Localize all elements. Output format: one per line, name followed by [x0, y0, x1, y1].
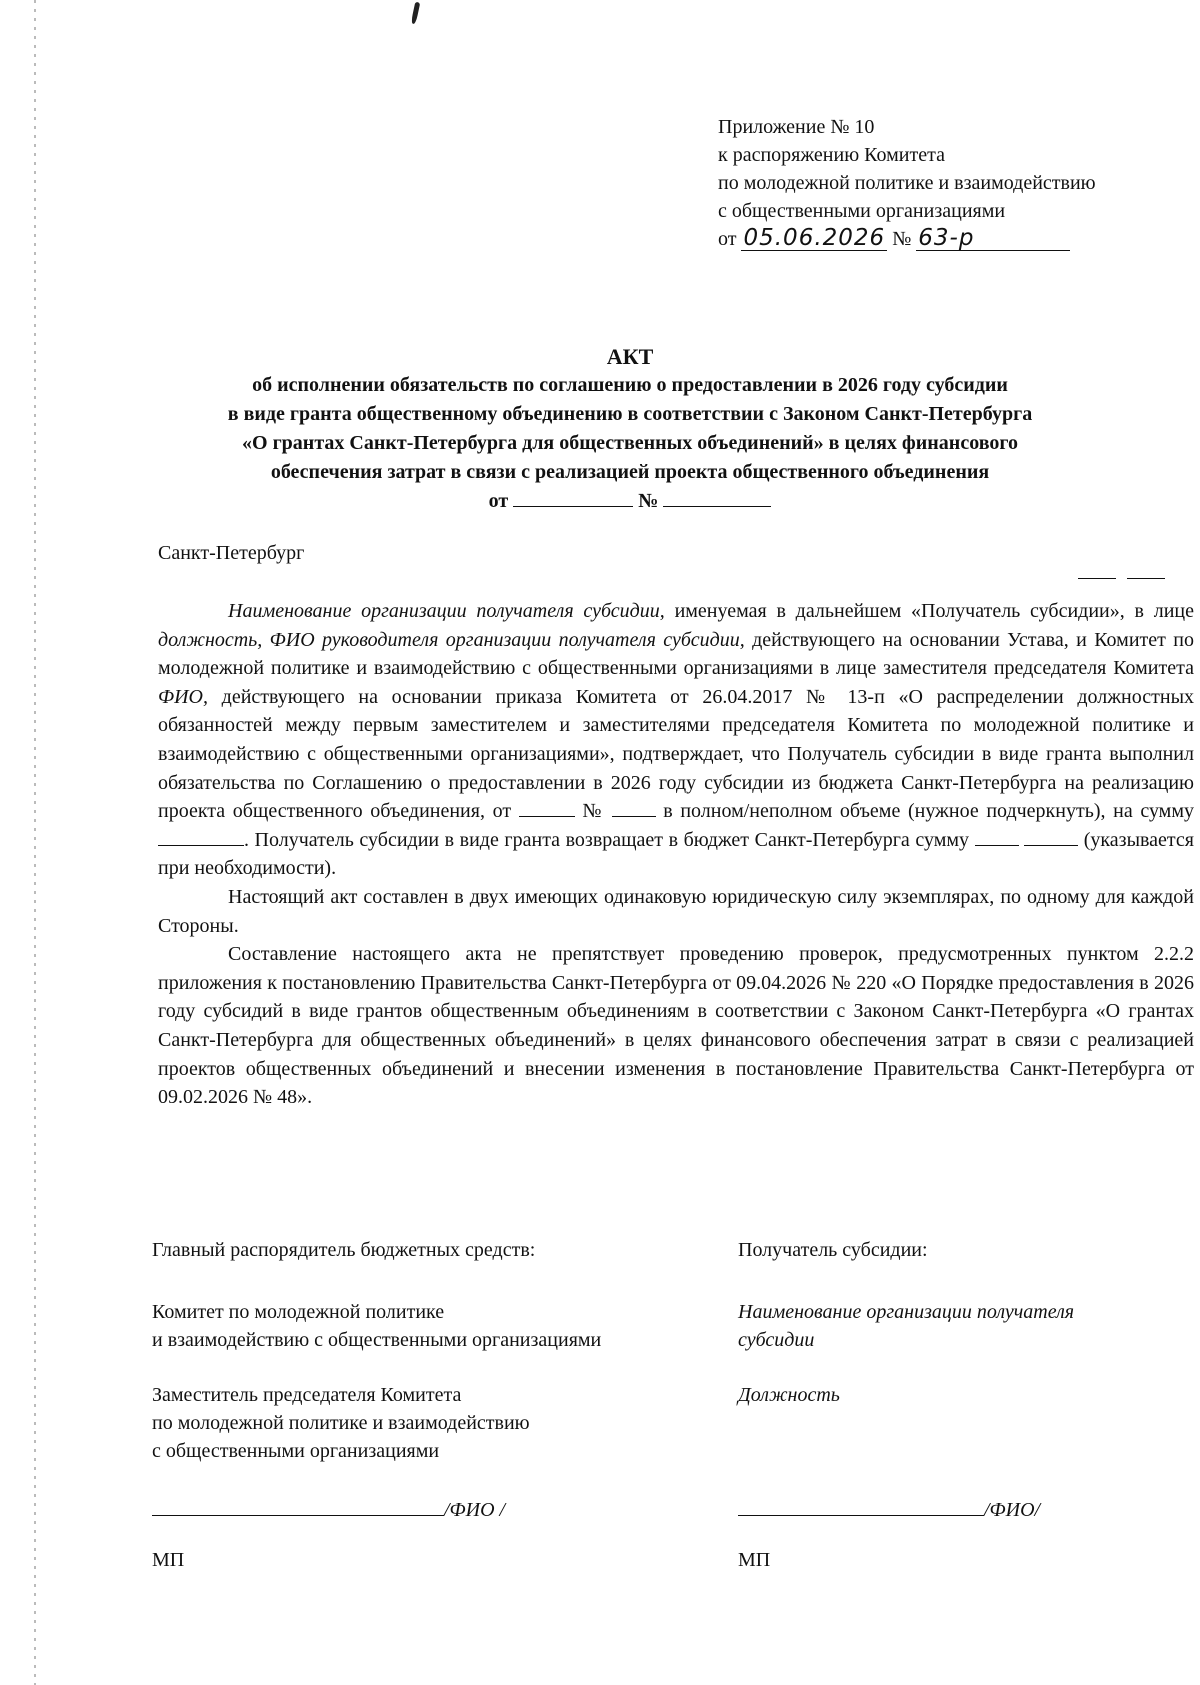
handwritten-number: 63-р	[916, 226, 1070, 251]
sig-left-stamp: МП	[152, 1549, 185, 1571]
appendix-line: с общественными организациями	[718, 200, 1006, 222]
return-amount-blank-1	[975, 844, 1019, 846]
city: Санкт-Петербург	[158, 542, 305, 564]
act-title	[130, 342, 1130, 516]
title-head: АКТ	[606, 344, 654, 369]
ink-speck	[411, 2, 420, 25]
title-line: «О грантах Санкт-Петербурга для общественных объединений» в целях финансового	[242, 432, 1018, 454]
title-line: обеспечения затрат в связи с реализацией проекта общественного объединения	[270, 461, 990, 483]
act-body	[158, 597, 1194, 1112]
sig-right-stamp: МП	[738, 1549, 771, 1571]
body-paragraph: Настоящий акт составлен в двух имеющих одинаковую юридическую силу экземплярах, по одному для каждой Стороны.	[158, 885, 1194, 937]
amount-blank	[158, 844, 244, 846]
sig-right-role: Получатель субсидии:	[738, 1239, 928, 1261]
sig-right-fio: /ФИО/	[984, 1499, 1041, 1521]
title-date-prefix: от	[488, 490, 509, 512]
body-paragraph: Наименование организации получателя субсидии, именуемая в дальнейшем «Получатель субсидии», в лице должность, ФИО руководителя организации получателя субсидии, действующего на основании Устава, и Комитет по молодежной политике и взаимодействию с общественными организациями в лице заместителя председателя Комитета ФИО, действующего на основании приказа Комитета от 26.04.2017 № 13-п «О распределении должностных обязанностей между первым заместителем и заместителями председателя Комитета по молодежной политике и взаимодействию с общественными организациями», подтверждает, что Получатель субсидии в виде гранта выполнил обязательства по Соглашению о предоставлении в 2026 году субсидии из бюджета Санкт-Петербурга на реализацию проекта общественного объединения, от № в полном/неполном объеме (нужное подчеркнуть), на сумму . Получатель субсидии в виде гранта возвращает в бюджет Санкт-Петербурга сумму (указывается при необходимости).	[158, 600, 1194, 880]
title-date-line	[130, 487, 1130, 516]
handwritten-date: 05.06.2026	[743, 225, 886, 251]
date-prefix: от	[718, 228, 737, 250]
sig-left-org: Комитет по молодежной политике и взаимодействию с общественными организациями	[152, 1301, 602, 1351]
sig-left-fio: /ФИО /	[444, 1499, 506, 1521]
scan-edge-marks	[34, 0, 36, 1685]
signature-blank	[152, 1514, 444, 1516]
deputy-fio-italic: ФИО,	[158, 685, 208, 708]
title-number-sign: №	[638, 490, 659, 512]
recipient-name-italic: Наименование организации получателя субсидии,	[228, 600, 665, 622]
sig-left-role: Главный распорядитель бюджетных средств:	[152, 1239, 536, 1261]
body-paragraph: Составление настоящего акта не препятствует проведению проверок, предусмотренных пунктом 2.2.2 приложения к постановлению Правительства Санкт-Петербурга от 09.04.2026 № 220 «О Порядке предоставления в 2026 году субсидий в виде грантов общественным объединениям в соответствии с Законом Санкт-Петербурга «О грантах Санкт-Петербурга для общественных объединений» в целях финансового обеспечения затрат в связи с реализацией проектов общественных объединений и внесении изменения в постановление Правительства Санкт-Петербурга от 09.02.2026 № 48».	[158, 943, 1194, 1109]
number-blank	[663, 505, 771, 507]
sig-left-position: Заместитель председателя Комитета по молодежной политике и взаимодействию с общественными организациями	[152, 1384, 530, 1462]
sig-right-signature-line	[738, 1496, 1198, 1524]
sig-right-org: Наименование организации получателя субсидии	[738, 1301, 1075, 1351]
head-position-italic: должность, ФИО руководителя организации получателя субсидии,	[158, 628, 745, 651]
appendix-line: Приложение № 10	[718, 116, 875, 138]
number-sign: №	[892, 228, 912, 250]
agreement-date-blank	[519, 815, 575, 817]
agreement-number-blank	[612, 815, 656, 817]
signature-blank	[738, 1514, 984, 1516]
sig-left-signature-line	[152, 1496, 712, 1524]
date-blank	[513, 505, 633, 507]
appendix-date-line	[718, 225, 1096, 253]
city-date-blank	[1078, 562, 1165, 585]
title-line: в виде гранта общественному объединению в соответствии с Законом Санкт-Петербурга	[227, 403, 1033, 425]
appendix-header	[718, 113, 1096, 253]
title-line: об исполнении обязательств по соглашению о предоставлении в 2026 году субсидии	[252, 374, 1008, 396]
appendix-line: по молодежной политике и взаимодействию	[718, 172, 1096, 194]
sig-right-position: Должность	[738, 1384, 840, 1406]
return-amount-blank-2	[1024, 844, 1078, 846]
appendix-line: к распоряжению Комитета	[718, 144, 945, 166]
